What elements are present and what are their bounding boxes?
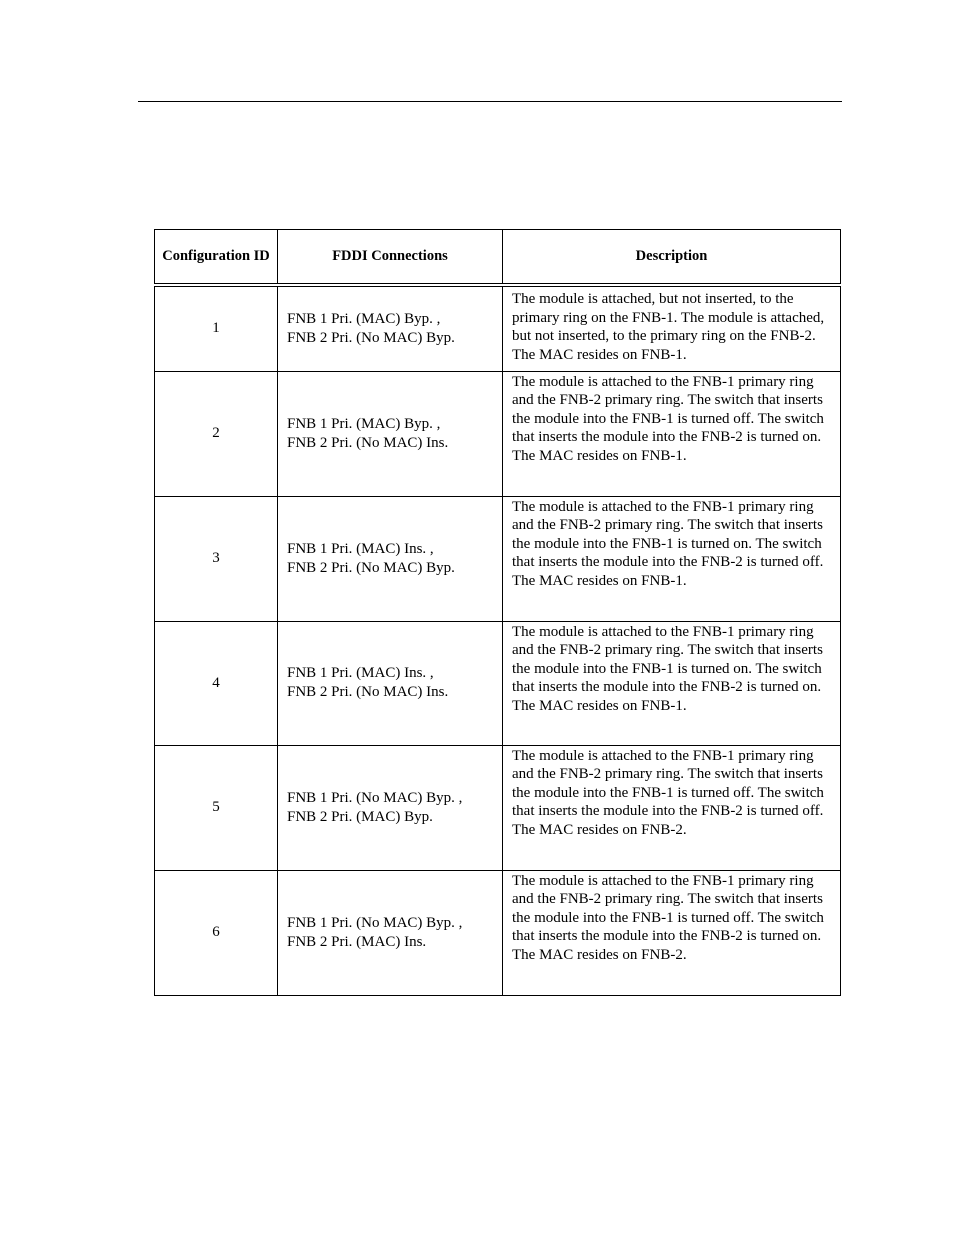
connection-line: FNB 1 Pri. (No MAC) Byp. , [287,914,463,931]
table-row [155,621,841,745]
connection-line: FNB 2 Pri. (No MAC) Byp. [287,329,455,346]
connection-line: FNB 1 Pri. (MAC) Byp. , [287,311,441,328]
connection-line: FNB 1 Pri. (MAC) Ins. , [287,665,434,682]
config-id-cell: 1 [155,285,278,371]
config-id-cell: 6 [155,870,278,995]
connection-line: FNB 1 Pri. (MAC) Ins. , [287,540,434,557]
description-cell: The module is attached to the FNB-1 primary ring and the FNB-2 primary ring. The switch that inserts the module into the FNB-1 is turned off. The switch that inserts the module into the FNB-2 is turned on. The MAC resides on FNB-1. [503,371,841,496]
header-fddi-connections: FDDI Connections [278,230,503,286]
fddi-connections-cell [278,870,503,995]
connection-line: FNB 1 Pri. (MAC) Byp. , [287,415,441,432]
table-row [155,745,841,870]
header-configuration-id: Configuration ID [155,230,278,286]
config-id-cell: 4 [155,621,278,745]
configuration-table [154,229,841,996]
table-row [155,371,841,496]
fddi-connections-cell [278,285,503,371]
config-id-cell: 2 [155,371,278,496]
fddi-connections-cell [278,621,503,745]
connection-line: FNB 2 Pri. (MAC) Ins. [287,933,427,950]
description-cell: The module is attached to the FNB-1 primary ring and the FNB-2 primary ring. The switch that inserts the module into the FNB-1 is turned on. The switch that inserts the module into the FNB-2 is turned on. The MAC resides on FNB-1. [503,621,841,745]
connection-line: FNB 1 Pri. (No MAC) Byp. , [287,789,463,806]
config-id-cell: 3 [155,496,278,621]
table-row [155,496,841,621]
connection-line: FNB 2 Pri. (No MAC) Ins. [287,684,449,700]
fddi-connections-cell [278,371,503,496]
table-header-row [155,230,841,286]
config-id-cell: 5 [155,745,278,870]
table-row [155,870,841,995]
header-description: Description [503,230,841,286]
fddi-connections-cell [278,745,503,870]
description-cell: The module is attached to the FNB-1 primary ring and the FNB-2 primary ring. The switch that inserts the module into the FNB-1 is turned on. The switch that inserts the module into the FNB-2 is turned off. The MAC resides on FNB-1. [503,496,841,621]
description-cell: The module is attached, but not inserted, to the primary ring on the FNB-1. The module is attached, but not inserted, to the primary ring on the FNB-2. The MAC resides on FNB-1. [503,285,841,371]
table-row [155,285,841,371]
connection-line: FNB 2 Pri. (No MAC) Byp. [287,559,455,576]
description-cell: The module is attached to the FNB-1 primary ring and the FNB-2 primary ring. The switch that inserts the module into the FNB-1 is turned off. The switch that inserts the module into the FNB-2 is turned off. The MAC resides on FNB-2. [503,745,841,870]
fddi-connections-cell [278,496,503,621]
description-cell: The module is attached to the FNB-1 primary ring and the FNB-2 primary ring. The switch that inserts the module into the FNB-1 is turned off. The switch that inserts the module into the FNB-2 is turned on. The MAC resides on FNB-2. [503,870,841,995]
connection-line: FNB 2 Pri. (MAC) Byp. [287,808,433,825]
connection-line: FNB 2 Pri. (No MAC) Ins. [287,434,449,451]
header-rule [138,101,842,102]
